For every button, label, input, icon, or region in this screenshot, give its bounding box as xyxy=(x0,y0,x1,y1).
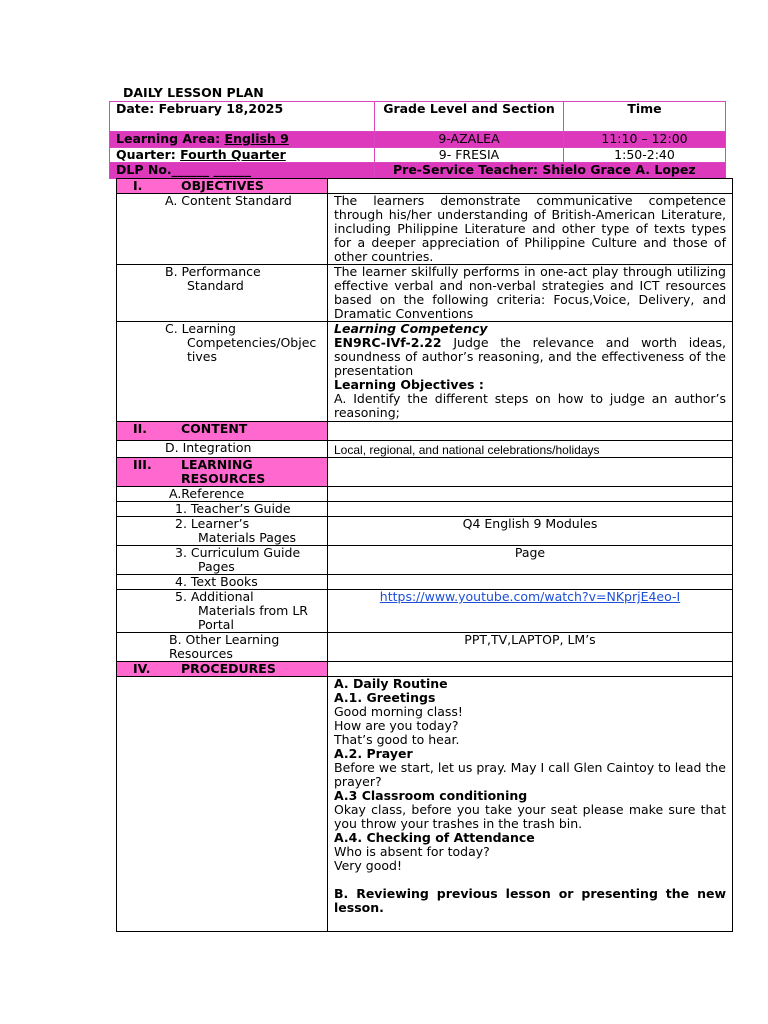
curriculum-guide-label-2: Pages xyxy=(198,559,235,574)
performance-standard-text: The learner skilfully performs in one-act play through utilizing effective verbal and non-verbal strategies and ICT resources based on the following criteria: Focus,Voice, Delivery, and Dramatic Conventions xyxy=(328,265,733,322)
content-heading-empty xyxy=(328,422,733,441)
conditioning-text: Okay class, before you take your seat please make sure that you throw your trashes in the trash bin. xyxy=(334,802,726,831)
time-azalea: 11:10 – 12:00 xyxy=(564,132,726,148)
resources-heading xyxy=(117,458,328,487)
integration-text: Local, regional, and national celebrations/holidays xyxy=(328,441,733,458)
attendance-line-1: Who is absent for today? xyxy=(334,844,490,859)
procedures-num: IV. xyxy=(133,661,151,676)
objectives-heading-empty xyxy=(328,179,733,194)
spacer-line xyxy=(334,873,726,887)
prayer-heading: A.2. Prayer xyxy=(334,746,413,761)
competencies-label-3: tives xyxy=(187,349,217,364)
learning-objectives-heading: Learning Objectives : xyxy=(334,377,484,392)
teachers-guide-empty xyxy=(328,502,733,517)
resources-title-2: RESOURCES xyxy=(181,471,266,486)
quarter-value: Fourth Quarter xyxy=(180,147,286,162)
dlp-blank-1: ______ xyxy=(171,162,210,177)
attendance-line-2: Very good! xyxy=(334,858,402,873)
curriculum-guide-label-1: 3. Curriculum Guide xyxy=(175,545,301,560)
content-standard-label: A. Content Standard xyxy=(117,194,328,265)
content-title: CONTENT xyxy=(181,421,248,436)
procedures-content xyxy=(328,677,733,932)
section-azalea: 9-AZALEA xyxy=(375,132,564,148)
time-fresia: 1:50-2:40 xyxy=(564,148,726,163)
resources-heading-empty xyxy=(328,458,733,487)
lesson-header-table xyxy=(109,101,726,179)
competency-text: Judge the relevance and worth ideas, soundness of author’s reasoning, and the effectiveness of the presentation xyxy=(334,335,726,378)
attendance-heading: A.4. Checking of Attendance xyxy=(334,830,535,845)
greeting-line-3: That’s good to hear. xyxy=(334,732,460,747)
learning-area-cell xyxy=(110,132,375,148)
procedures-heading-empty xyxy=(328,662,733,677)
text-books-label: 4. Text Books xyxy=(117,575,328,590)
procedures-heading xyxy=(117,662,328,677)
review-heading: B. Reviewing previous lesson or presenting the new lesson. xyxy=(334,886,726,915)
objectives-num: I. xyxy=(133,178,143,193)
learners-materials-label-2: Materials Pages xyxy=(198,530,297,545)
greeting-line-2: How are you today? xyxy=(334,718,459,733)
curriculum-guide-label xyxy=(117,546,328,575)
competency-line xyxy=(334,336,726,378)
youtube-link[interactable]: https://www.youtube.com/watch?v=NKprjE4eo-I xyxy=(379,589,681,604)
additional-materials-label xyxy=(117,590,328,633)
dlp-label: DLP No. xyxy=(116,162,172,177)
quarter-label: Quarter: xyxy=(116,147,181,162)
dlp-cell xyxy=(110,163,375,179)
reference-label: A.Reference xyxy=(117,487,328,502)
quarter-cell xyxy=(110,148,375,163)
learners-materials-label-1: 2. Learner’s xyxy=(175,516,250,531)
greetings-heading: A.1. Greetings xyxy=(334,690,436,705)
competencies-label xyxy=(117,322,328,422)
resources-title-1: LEARNING xyxy=(181,457,253,472)
procedures-left-empty xyxy=(117,677,328,932)
performance-standard-label-2: Standard xyxy=(187,278,244,293)
pre-service-teacher: Pre-Service Teacher: Shielo Grace A. Lopez xyxy=(375,163,726,179)
content-standard-text: The learners demonstrate communicative competence through his/her understanding of British-American Literature, including Philippine Literature and other type of texts types for a deeper appreciation of Philippine Culture and those of other countries. xyxy=(328,194,733,265)
greeting-line-1: Good morning class! xyxy=(334,704,463,719)
performance-standard-label xyxy=(117,265,328,322)
document-title: DAILY LESSON PLAN xyxy=(123,85,264,100)
procedures-title: PROCEDURES xyxy=(181,661,276,676)
date-cell: Date: February 18,2025 xyxy=(110,102,375,132)
reference-empty xyxy=(328,487,733,502)
competency-code: EN9RC-IVf-2.22 xyxy=(334,335,442,350)
resources-num: III. xyxy=(133,457,152,472)
other-resources-label-1: B. Other Learning xyxy=(169,632,280,647)
objectives-heading xyxy=(117,179,328,194)
additional-materials-label-1: 5. Additional xyxy=(175,589,254,604)
grade-level-heading: Grade Level and Section xyxy=(375,102,564,132)
competencies-label-1: C. Learning xyxy=(165,321,236,336)
additional-materials-cell xyxy=(328,590,733,633)
other-resources-value: PPT,TV,LAPTOP, LM’s xyxy=(328,633,733,662)
content-num: II. xyxy=(133,421,148,436)
lesson-plan-table xyxy=(116,178,733,932)
additional-materials-label-3: Portal xyxy=(198,617,234,632)
competencies-text xyxy=(328,322,733,422)
resources-title xyxy=(181,458,265,486)
curriculum-guide-value: Page xyxy=(328,546,733,575)
competencies-label-2: Competencies/Objec xyxy=(187,335,317,350)
time-heading: Time xyxy=(564,102,726,132)
learners-materials-label xyxy=(117,517,328,546)
text-books-empty xyxy=(328,575,733,590)
daily-routine-heading: A. Daily Routine xyxy=(334,676,448,691)
learning-area-value: English 9 xyxy=(224,131,289,146)
learning-area-label: Learning Area: xyxy=(116,131,225,146)
teachers-guide-label: 1. Teacher’s Guide xyxy=(117,502,328,517)
other-resources-label-2: Resources xyxy=(169,646,233,661)
competency-heading: Learning Competency xyxy=(334,321,488,336)
objective-a: A. Identify the different steps on how to judge an author’s reasoning; xyxy=(334,391,726,420)
objectives-title: OBJECTIVES xyxy=(181,178,264,193)
performance-standard-label-1: B. Performance xyxy=(165,264,261,279)
conditioning-heading: A.3 Classroom conditioning xyxy=(334,788,528,803)
dlp-blank-2: ______ xyxy=(213,162,252,177)
prayer-text: Before we start, let us pray. May I call Glen Caintoy to lead the prayer? xyxy=(334,760,726,789)
learners-materials-value: Q4 English 9 Modules xyxy=(328,517,733,546)
section-fresia: 9- FRESIA xyxy=(375,148,564,163)
other-resources-label xyxy=(117,633,328,662)
integration-label: D. Integration xyxy=(117,441,328,458)
content-heading xyxy=(117,422,328,441)
additional-materials-label-2: Materials from LR xyxy=(198,603,308,618)
